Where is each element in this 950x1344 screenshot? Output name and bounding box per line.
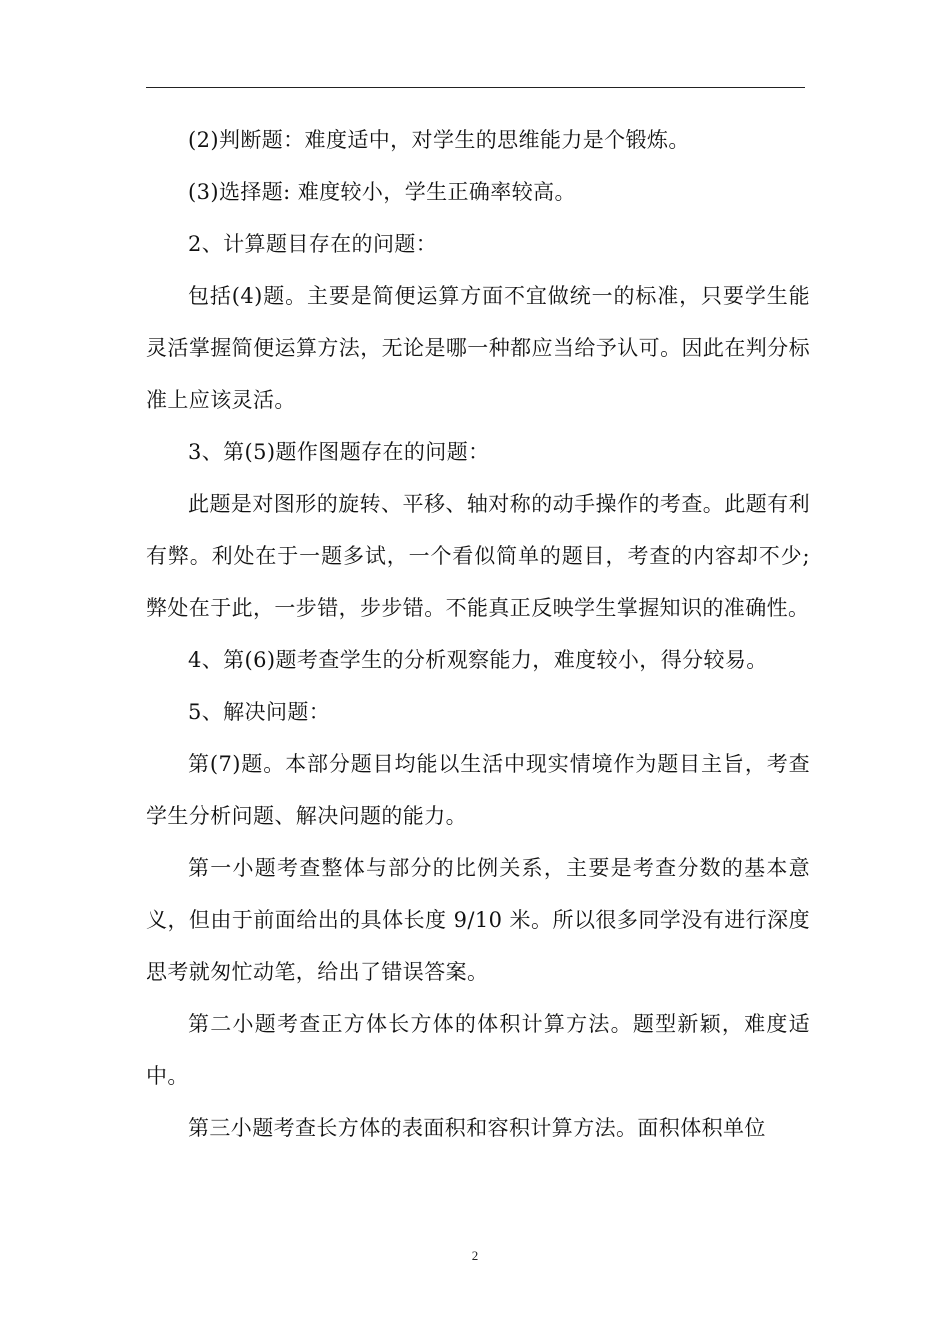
header-rule	[146, 87, 805, 88]
paragraph-judgment: (2)判断题：难度适中，对学生的思维能力是个锻炼。	[188, 128, 690, 152]
paragraph-subquestion-3: 第三小题考查长方体的表面积和容积计算方法。面积体积单位	[188, 1116, 766, 1140]
paragraph-calc-body: 包括(4)题。主要是简便运算方面不宜做统一的标准，只要学生能灵活掌握简便运算方法，无论是哪一种都应当给予认可。因此在判分标准上应该灵活。	[146, 284, 810, 412]
paragraph-calc-heading: 2、计算题目存在的问题：	[188, 232, 438, 256]
document-body	[146, 114, 810, 1154]
paragraph-observation: 4、第(6)题考查学生的分析观察能力，难度较小，得分较易。	[188, 648, 768, 672]
paragraph-solve-heading: 5、解决问题：	[188, 700, 331, 724]
page-number: 2	[471, 1248, 479, 1263]
paragraph-solve-body: 第(7)题。本部分题目均能以生活中现实情境作为题目主旨，考查学生分析问题、解决问题的能力。	[146, 752, 810, 828]
paragraph-subquestion-2: 第二小题考查正方体长方体的体积计算方法。题型新颖，难度适中。	[146, 1012, 810, 1088]
paragraph-choice: (3)选择题: 难度较小，学生正确率较高。	[188, 180, 576, 204]
paragraph-subquestion-1: 第一小题考查整体与部分的比例关系，主要是考查分数的基本意义，但由于前面给出的具体长度 9/10 米。所以很多同学没有进行深度思考就匆忙动笔，给出了错误答案。	[146, 856, 810, 984]
paragraph-drawing-body: 此题是对图形的旋转、平移、轴对称的动手操作的考查。此题有利有弊。利处在于一题多试，一个看似简单的题目，考查的内容却不少;弊处在于此，一步错，步步错。不能真正反映学生掌握知识的准确性。	[146, 492, 810, 620]
paragraph-drawing-heading: 3、第(5)题作图题存在的问题：	[188, 440, 490, 464]
